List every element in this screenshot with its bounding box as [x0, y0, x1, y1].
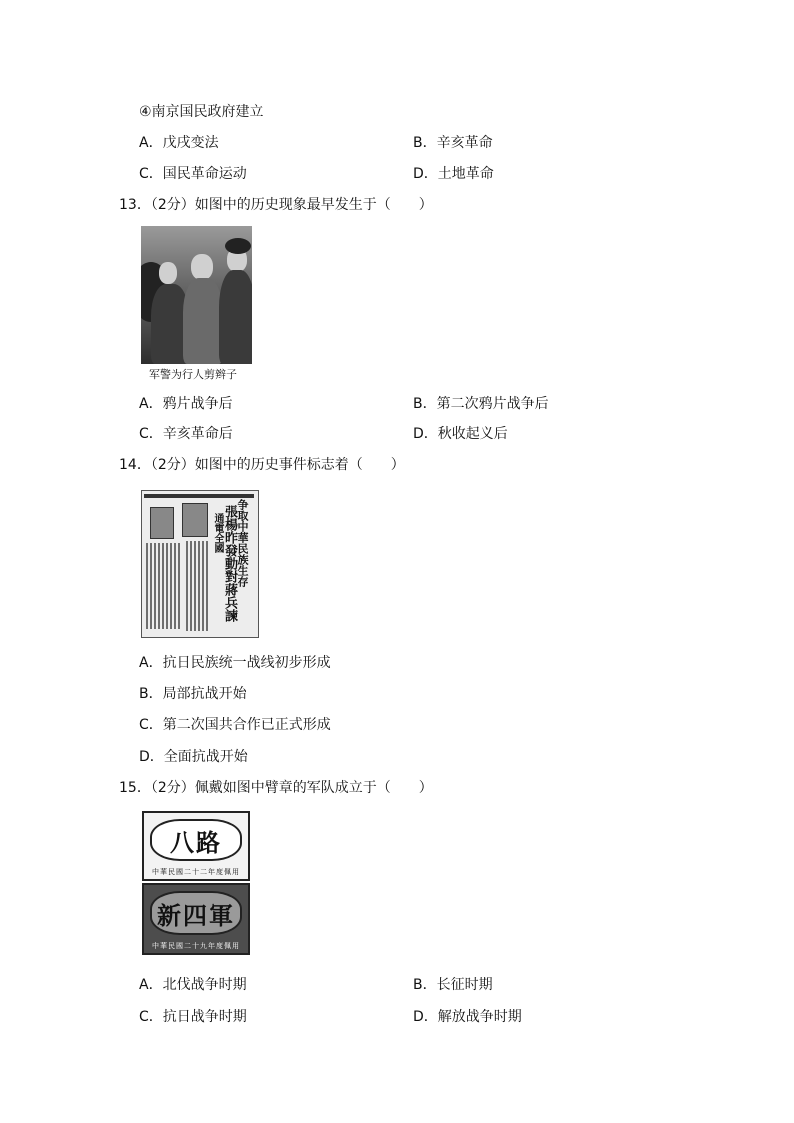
q12-option-c: C．国民革命运动: [139, 166, 247, 182]
q15-armband-new-fourth-text: 新四軍: [150, 891, 242, 935]
q13-option-d: D．秋收起义后: [413, 426, 508, 442]
q14-option-a: A．抗日民族统一战线初步形成: [139, 655, 331, 671]
q15-option-a: A．北伐战争时期: [139, 977, 247, 993]
q15-armband-new-fourth-footer: 中華民國二十九年度佩用: [152, 942, 240, 950]
q15-stem: 15．（2分）佩戴如图中臂章的军队成立于（ ）: [119, 780, 433, 796]
q13-photo-caption: 军警为行人剪辫子: [149, 368, 237, 381]
q12-option-d: D．土地革命: [413, 166, 494, 182]
q15-option-c: C．抗日战争时期: [139, 1009, 247, 1025]
q14-newspaper-image: 争取中華民族生存 張楊昨發動對蔣兵諫 通電全國: [141, 490, 259, 638]
q15-option-b: B．长征时期: [413, 977, 493, 993]
q15-armband-new-fourth: [142, 883, 250, 955]
q14-option-b: B．局部抗战开始: [139, 686, 247, 702]
q13-photo: [141, 226, 252, 364]
top-item-4: ④南京国民政府建立: [139, 104, 264, 120]
q13-option-b: B．第二次鸦片战争后: [413, 396, 549, 412]
q15-armband-balu-footer: 中華民國二十二年度佩用: [152, 868, 240, 876]
q15-option-d: D．解放战争时期: [413, 1009, 522, 1025]
q13-option-c: C．辛亥革命后: [139, 426, 233, 442]
q14-stem: 14．（2分）如图中的历史事件标志着（ ）: [119, 457, 405, 473]
q13-option-a: A．鸦片战争后: [139, 396, 233, 412]
q14-option-c: C．第二次国共合作已正式形成: [139, 717, 331, 733]
q15-armband-balu-text: 八路: [150, 819, 242, 861]
q12-option-a: A．戊戌变法: [139, 135, 219, 151]
q12-option-b: B．辛亥革命: [413, 135, 493, 151]
q13-stem: 13．（2分）如图中的历史现象最早发生于（ ）: [119, 197, 433, 213]
q15-armband-balu: [142, 811, 250, 881]
q14-option-d: D．全面抗战开始: [139, 749, 248, 765]
